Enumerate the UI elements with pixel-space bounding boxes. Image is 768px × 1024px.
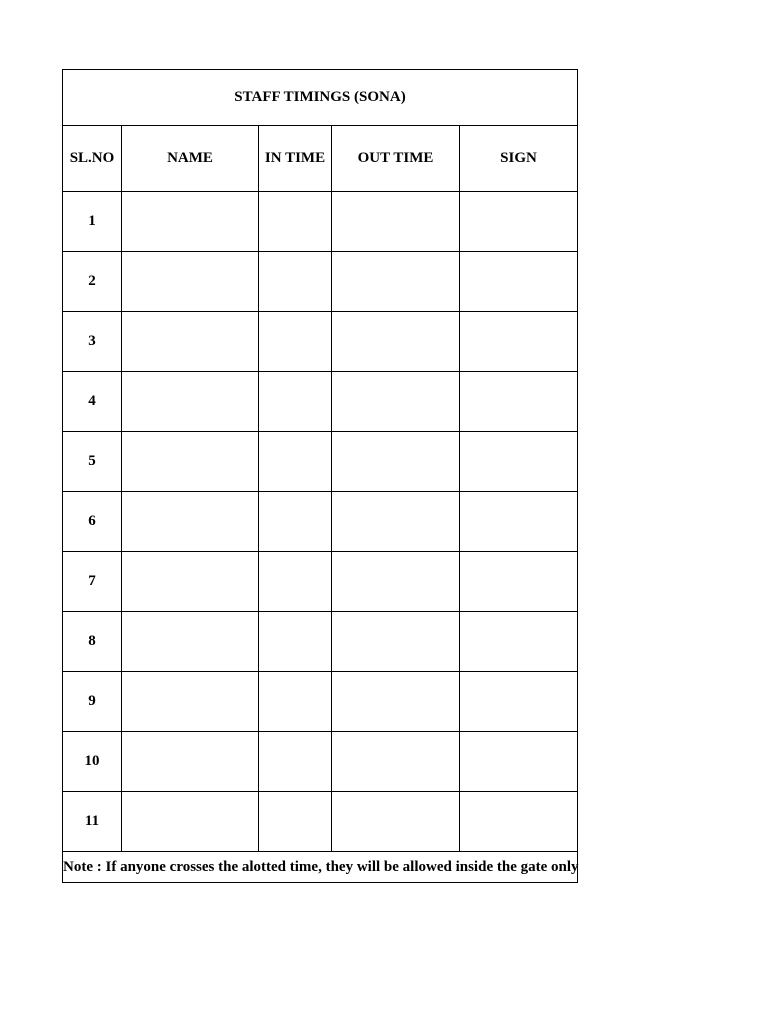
table-row xyxy=(63,672,578,732)
serial-number-cell: 3 xyxy=(63,312,122,372)
sign-cell[interactable] xyxy=(460,732,578,792)
serial-number-cell: 8 xyxy=(63,612,122,672)
out-time-cell[interactable] xyxy=(332,372,460,432)
table-row xyxy=(63,792,578,852)
in-time-cell[interactable] xyxy=(259,372,332,432)
serial-number-cell: 10 xyxy=(63,732,122,792)
name-cell[interactable] xyxy=(122,732,259,792)
name-cell[interactable] xyxy=(122,552,259,612)
serial-number-cell: 11 xyxy=(63,792,122,852)
in-time-cell[interactable] xyxy=(259,492,332,552)
name-cell[interactable] xyxy=(122,792,259,852)
column-header-in-time: IN TIME xyxy=(259,126,332,192)
title-row xyxy=(63,70,578,126)
sheet-title: STAFF TIMINGS (SONA) xyxy=(63,70,578,126)
name-cell[interactable] xyxy=(122,492,259,552)
name-cell[interactable] xyxy=(122,432,259,492)
table-row xyxy=(63,432,578,492)
out-time-cell[interactable] xyxy=(332,672,460,732)
serial-number-cell: 4 xyxy=(63,372,122,432)
serial-number-cell: 7 xyxy=(63,552,122,612)
table-row xyxy=(63,192,578,252)
sign-cell[interactable] xyxy=(460,552,578,612)
name-cell[interactable] xyxy=(122,252,259,312)
sign-cell[interactable] xyxy=(460,372,578,432)
table-row xyxy=(63,552,578,612)
serial-number-cell: 6 xyxy=(63,492,122,552)
out-time-cell[interactable] xyxy=(332,312,460,372)
out-time-cell[interactable] xyxy=(332,252,460,312)
in-time-cell[interactable] xyxy=(259,672,332,732)
table-row xyxy=(63,252,578,312)
column-header-sign: SIGN xyxy=(460,126,578,192)
column-header-name: NAME xyxy=(122,126,259,192)
sign-cell[interactable] xyxy=(460,672,578,732)
name-cell[interactable] xyxy=(122,612,259,672)
out-time-cell[interactable] xyxy=(332,492,460,552)
out-time-cell[interactable] xyxy=(332,732,460,792)
table-row xyxy=(63,732,578,792)
sign-cell[interactable] xyxy=(460,252,578,312)
in-time-cell[interactable] xyxy=(259,732,332,792)
note-text: Note : If anyone crosses the alotted time, they will be allowed inside the gate only xyxy=(63,852,578,883)
serial-number-cell: 5 xyxy=(63,432,122,492)
sign-cell[interactable] xyxy=(460,312,578,372)
header-row xyxy=(63,126,578,192)
out-time-cell[interactable] xyxy=(332,192,460,252)
out-time-cell[interactable] xyxy=(332,792,460,852)
in-time-cell[interactable] xyxy=(259,432,332,492)
name-cell[interactable] xyxy=(122,672,259,732)
in-time-cell[interactable] xyxy=(259,192,332,252)
serial-number-cell: 1 xyxy=(63,192,122,252)
name-cell[interactable] xyxy=(122,372,259,432)
in-time-cell[interactable] xyxy=(259,612,332,672)
name-cell[interactable] xyxy=(122,312,259,372)
sign-cell[interactable] xyxy=(460,792,578,852)
in-time-cell[interactable] xyxy=(259,792,332,852)
sign-cell[interactable] xyxy=(460,492,578,552)
staff-timings-sheet xyxy=(62,69,577,883)
staff-timings-table xyxy=(62,69,578,883)
sign-cell[interactable] xyxy=(460,612,578,672)
in-time-cell[interactable] xyxy=(259,312,332,372)
out-time-cell[interactable] xyxy=(332,432,460,492)
table-row xyxy=(63,372,578,432)
sign-cell[interactable] xyxy=(460,432,578,492)
out-time-cell[interactable] xyxy=(332,612,460,672)
serial-number-cell: 2 xyxy=(63,252,122,312)
in-time-cell[interactable] xyxy=(259,252,332,312)
column-header-out-time: OUT TIME xyxy=(332,126,460,192)
in-time-cell[interactable] xyxy=(259,552,332,612)
table-row xyxy=(63,612,578,672)
name-cell[interactable] xyxy=(122,192,259,252)
out-time-cell[interactable] xyxy=(332,552,460,612)
note-row xyxy=(63,852,578,883)
table-row xyxy=(63,492,578,552)
column-header-sl-no: SL.NO xyxy=(63,126,122,192)
sign-cell[interactable] xyxy=(460,192,578,252)
table-row xyxy=(63,312,578,372)
serial-number-cell: 9 xyxy=(63,672,122,732)
